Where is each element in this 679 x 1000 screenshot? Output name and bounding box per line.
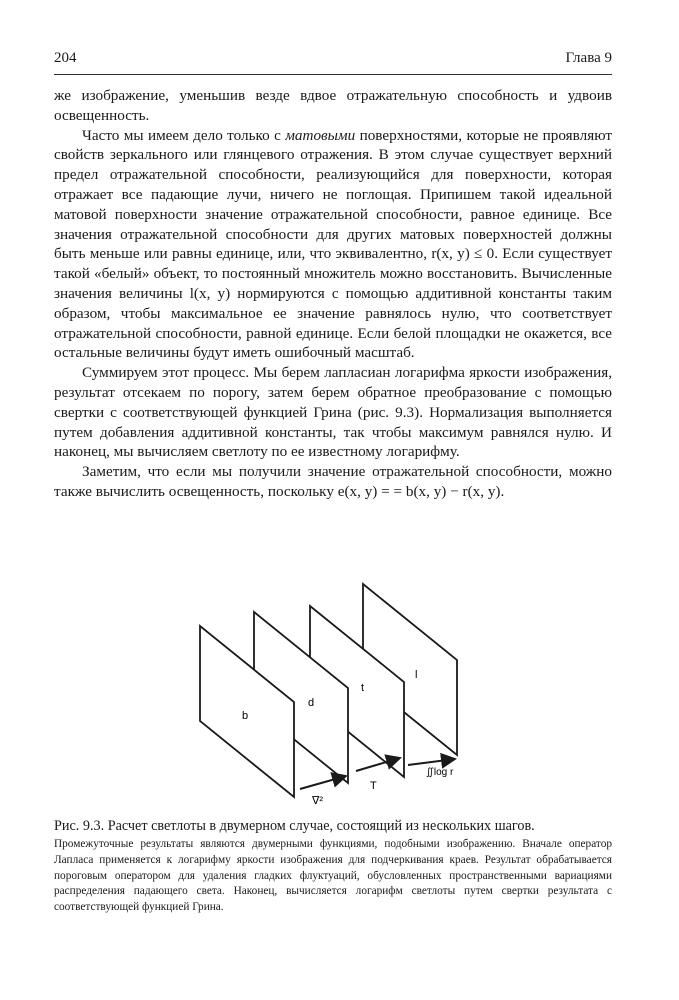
paragraph-1: же изображение, уменьшив везде вдвое отражательную способность и удвоив освещенность. [54, 87, 612, 124]
panel-label-d: d [308, 697, 315, 709]
panel-label-b: b [242, 710, 249, 722]
greens-label: ∬log r [426, 767, 454, 778]
paragraph-2-rest: поверхностями, которые не проявляют свойств зеркального или глянцевого отражения. В этом случае существует верхний предел отражательной способности, реализующийся для поверхности, которая отражает все падающие лучи, ничего не поглощая. Припишем такой идеальной матовой поверхности значение отражательной способности, равное единице. Все значения отражательной способности для других матовых поверхностей должны быть меньше или равны единице, или, что эквивалентно, r(x, y) ≤ 0. Если существует такой «белый» объект, то постоянный множитель можно восстановить. Вычисленные значения величины l(x, y) нормируются с помощью аддитивной константы таким образом, чтобы максимальное ее значение равнялось нулю, что соответствует отражательной способности, равной единице. Если белой площадки не окажется, все остальные величины будут иметь ошибочный масштаб. [54, 126, 612, 362]
threshold-label: T [370, 780, 377, 792]
chapter-title: Глава 9 [565, 50, 612, 66]
figure-caption-title: Рис. 9.3. Расчет светлоты в двумерном случае, состоящий из нескольких шагов. [54, 818, 535, 834]
page-header [54, 50, 612, 67]
paragraph-2-emphasis: матовыми [285, 126, 356, 144]
figure-9-3 [150, 578, 510, 808]
figure-diagram [150, 578, 510, 808]
paragraph-2 [54, 126, 612, 364]
paragraph-4: Заметим, что если мы получили значение отражательной способности, можно также вычислить освещенность, поскольку e(x, y) = = b(x, y) − r(x, y). [54, 463, 612, 500]
page-number: 204 [54, 50, 77, 66]
greens-arrow [408, 759, 455, 765]
laplacian-label: ∇² [312, 795, 324, 807]
panel-label-t: t [361, 682, 365, 694]
laplacian-arrow [300, 776, 346, 789]
panel-label-l: l [415, 669, 418, 681]
header-rule [54, 74, 612, 75]
paragraph-2-start: Часто мы имеем дело только с [82, 126, 286, 144]
figure-caption-body: Промежуточные результаты являются двумерными функциями, подобными изображению. Вначале оператор Лапласа применяется к логарифму яркости изображения для подчеркивания краев. Результат обрабатывается пороговым оператором для удаления гладких флуктуаций, обусловленных пространственными вариациями распределения падающего света. Наконец, вычисляется логарифм светлоты путем свертки результата с соответствующей функцией Грина. [54, 838, 612, 914]
paragraph-3: Суммируем этот процесс. Мы берем лапласиан логарифма яркости изображения, результат отсекаем по порогу, затем берем обратное преобразование с помощью свертки с соответствующей функцией Грина (рис. 9.3). Нормализация выполняется путем добавления аддитивной константы, так чтобы максимум равнялся нулю. И наконец, мы вычисляем светлоту по ее известному логарифму. [54, 364, 612, 461]
body-text [54, 86, 612, 502]
